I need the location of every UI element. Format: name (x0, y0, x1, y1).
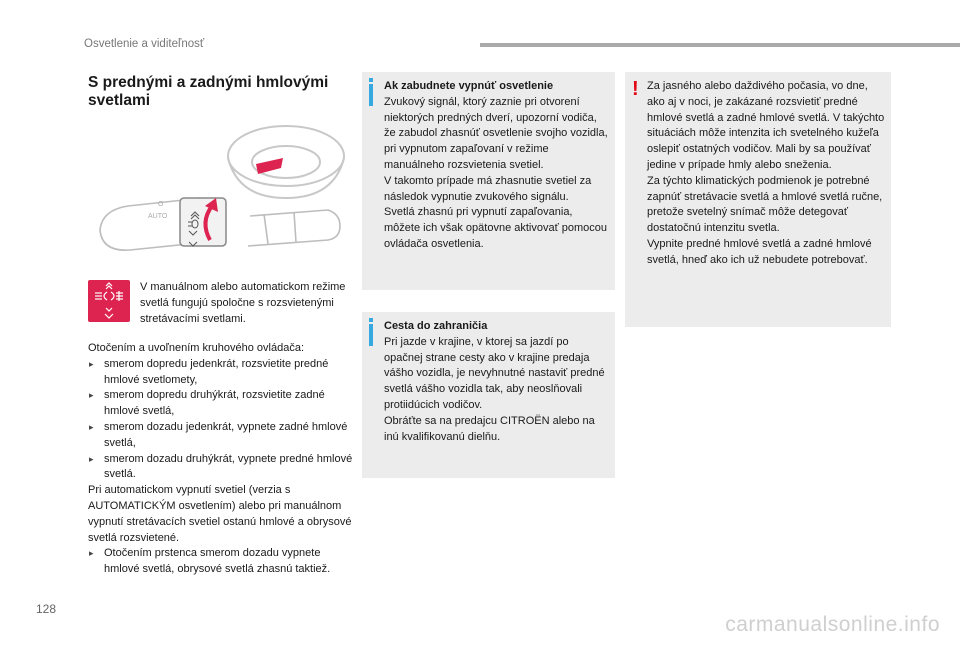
header-rule (480, 43, 960, 47)
bullet-list-2 (88, 546, 353, 578)
operation-instructions (88, 341, 353, 578)
info-paragraph: Zvukový signál, ktorý zaznie pri otvorení niektorých predných dverí, upozorní vodiča, že zabudol zhasnúť osvetlenie svojho vozidla, pri vypnutom zapaľovaní v režime manuálneho rozsvietenia svetiel. (384, 95, 608, 171)
warning-icon: ! (632, 78, 639, 100)
watermark: carmanualsonline.info (725, 613, 940, 636)
warning-box (625, 72, 891, 327)
info-paragraph: Obráťte sa na predajcu CITROËN alebo na inú kvalifikovanú dielňu. (384, 414, 595, 443)
list-item: ▸ smerom dozadu druhýkrát, vypnete predné hmlové svetlá. (88, 452, 353, 484)
info-box-title: Ak zabudnete vypnúť osvetlenie (384, 80, 554, 92)
front-rear-fog-lights-icon (88, 280, 130, 322)
auto-label: AUTO (148, 213, 168, 220)
bullet-list (88, 357, 353, 483)
list-item: ▸ smerom dopredu druhýkrát, rozsvietite zadné hmlové svetlá, (88, 388, 353, 420)
running-header: Osvetlenie a viditeľnosť (84, 38, 205, 50)
stalk-illustration (88, 118, 348, 268)
info-icon (369, 324, 373, 346)
intro-text: V manuálnom alebo automatickom režime svetlá fungujú spoločne s rozsvietenými stretávacími svetlami. (140, 281, 346, 325)
info-box-forgot-lights (362, 72, 615, 290)
info-box-travel-abroad (362, 312, 615, 478)
off-label: O (158, 201, 164, 208)
info-paragraph: Svetlá zhasnú pri vypnutí zapaľovania, môžete ich však opätovne aktivovať pomocou ovládača osvetlenia. (384, 206, 608, 250)
page-number: 128 (36, 602, 57, 616)
list-item: ▸ smerom dozadu jedenkrát, vypnete zadné hmlové svetlá, (88, 420, 353, 452)
warning-paragraph: Vypnite predné hmlové svetlá a zadné hmlové svetlá, hneď ako ich už nebudete potrebovať. (647, 237, 872, 266)
list-item: ▸ smerom dopredu jedenkrát, rozsvietite predné hmlové svetlomety, (88, 357, 353, 389)
section-title: S prednými a zadnými hmlovými svetlami (88, 74, 329, 109)
info-icon (369, 84, 373, 106)
auto-note: Pri automatickom vypnutí svetiel (verzia s AUTOMATICKÝM osvetlením) alebo pri manuálnom vypnutí stretávacích svetiel ostanú hmlové a obrysové svetlá rozsvietené. (88, 484, 352, 544)
info-paragraph: V takomto prípade má zhasnutie svetiel za následok vypnutie zvukového signálu. (384, 174, 592, 203)
info-box-title: Cesta do zahraničia (384, 320, 488, 332)
list-item: ▸ Otočením prstenca smerom dozadu vypnete hmlové svetlá, obrysové svetlá zhasnú taktiež. (88, 546, 353, 578)
warning-paragraph: Za jasného alebo daždivého počasia, vo dne, ako aj v noci, je zakázané rozsvietiť predné hmlové svetlá a zadné hmlové svetlá. V takýchto situáciách môže intenzita ich svetelného kužeľa oslepiť ostatných vodičov. Mali by sa používať jedine v prípade hmly alebo sneženia. (647, 80, 885, 171)
lead-text: Otočením a uvoľnením kruhového ovládača: (88, 342, 304, 354)
info-paragraph: Pri jazde v krajine, v ktorej sa jazdí po opačnej strane cesty ako v krajine predaja vášho vozidla, je nevyhnutné nastaviť predné svetlá vášho vozidla tak, aby neoslňovali protiidúcich vodičov. (384, 335, 605, 411)
warning-paragraph: Za týchto klimatických podmienok je potrebné zapnúť stretávacie svetlá a hmlové svetlá ručne, pretože svetelný snímač môže detegovať dostatočnú intenzitu svetla. (647, 174, 883, 235)
